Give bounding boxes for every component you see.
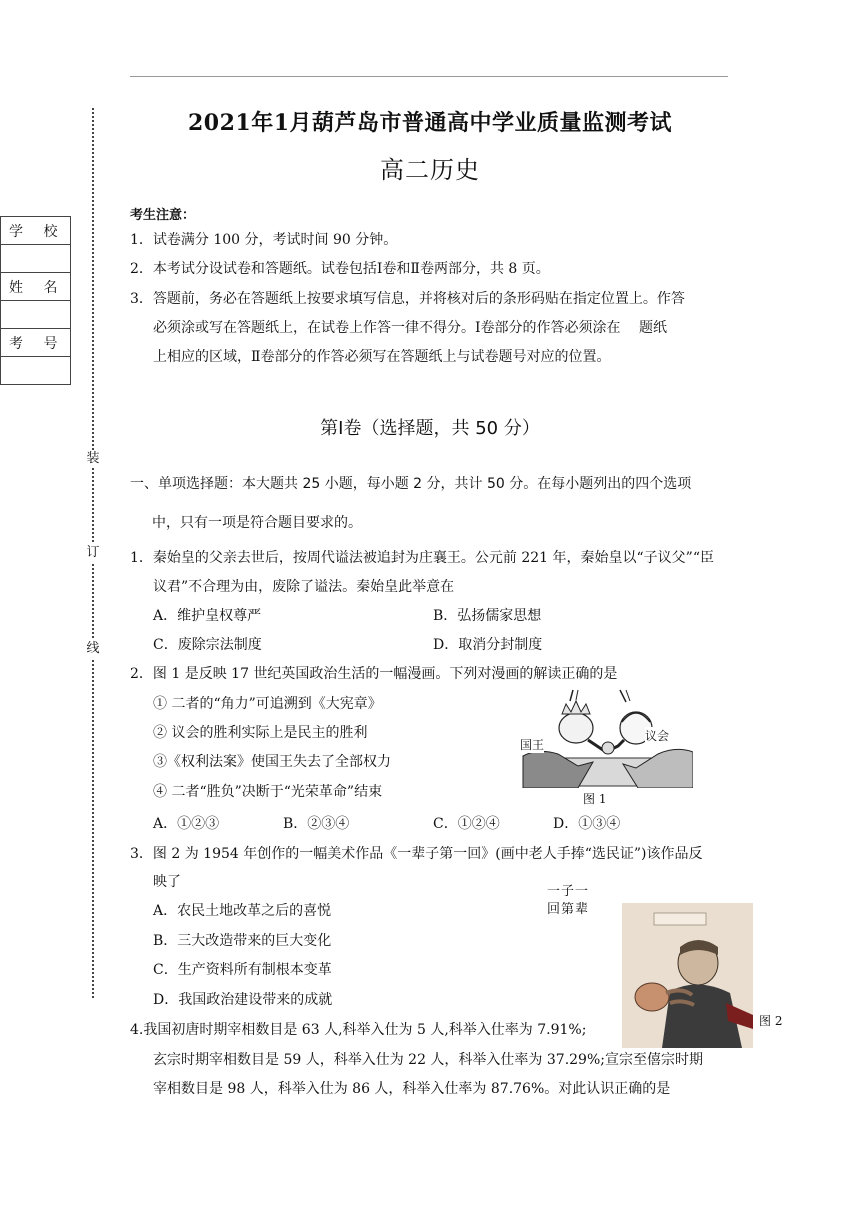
q3-option-b: B．三大改造带来的巨大变化 — [153, 933, 332, 949]
notice-item-3: 3．答题前，务必在答题纸上按要求填写信息，并将核对后的条形码贴在指定位置上。作答 — [130, 291, 685, 307]
part1-title: 第Ⅰ卷（选择题，共 50 分） — [320, 418, 540, 439]
field-label-number: 考 号 — [1, 329, 71, 357]
notice-heading: 考生注意： — [130, 208, 196, 223]
q4-stem-line2: 玄宗时期宰相数目是 59 人，科举入仕为 22 人，科举入仕率为 37.29%;宣宗至僖宗时期 — [153, 1052, 703, 1068]
q2-option-d: D．①③④ — [553, 816, 621, 832]
q1-stem-line2: 议君”不合理为由，废除了谥法。秦始皇此举意在 — [153, 579, 455, 595]
q3-option-a: A．农民土地改革之后的喜悦 — [153, 903, 332, 919]
figure-1-label-parliament: 议会 — [645, 729, 670, 743]
exam-subject: 高二历史 — [380, 156, 480, 184]
q2-statement-3: ③《权利法案》使国王失去了全部权力 — [153, 754, 391, 770]
notice-item-3-cont2: 上相应的区域，Ⅱ卷部分的作答必须写在答题纸上与试卷题号对应的位置。 — [153, 349, 611, 365]
field-label-school: 学 校 — [1, 217, 71, 245]
q2-option-a: A．①②③ — [153, 816, 220, 832]
q4-stem-line1: 4.我国初唐时期宰相数目是 63 人,科举入仕为 5 人,科举入仕率为 7.91%; — [130, 1022, 587, 1038]
q2-stem: 2．图 1 是反映 17 世纪英国政治生活的一幅漫画。下列对漫画的解读正确的是 — [130, 666, 618, 682]
binding-char-xian: 线 — [84, 640, 102, 658]
q3-option-c: C．生产资料所有制根本变革 — [153, 962, 332, 978]
student-info-table — [0, 216, 71, 385]
q3-option-d: D．我国政治建设带来的成就 — [153, 992, 333, 1008]
figure-2-title-line1: 一子一 — [547, 884, 590, 899]
q2-option-b: B．②③④ — [283, 816, 350, 832]
field-input-number[interactable] — [1, 357, 71, 385]
q2-statement-4: ④ 二者“胜负”决断于“光荣革命”结束 — [153, 784, 383, 800]
q3-stem-line1: 3．图 2 为 1954 年创作的一幅美术作品《一辈子第一回》(画中老人手捧“选民证”)该作品反 — [130, 846, 703, 862]
notice-item-1: 1．试卷满分 100 分，考试时间 90 分钟。 — [130, 232, 398, 248]
q2-option-c: C．①②④ — [433, 816, 500, 832]
figure-2-caption: 图 2 — [759, 1014, 783, 1028]
figure-1-label-king: 国王 — [520, 738, 545, 752]
figure-1-caption: 图 1 — [583, 792, 607, 806]
section-instruction-2: 中，只有一项是符合题目要求的。 — [152, 515, 362, 531]
binding-char-ding: 订 — [84, 544, 102, 562]
q1-option-a: A．维护皇权尊严 — [153, 608, 262, 624]
q1-option-b: B．弘扬儒家思想 — [433, 608, 542, 624]
header-rule — [130, 76, 728, 77]
painting-drawing — [622, 903, 753, 1048]
section-instruction-1: 一、单项选择题：本大题共 25 小题，每小题 2 分，共计 50 分。在每小题列出的四个选项 — [130, 476, 692, 492]
figure-2-title — [547, 883, 589, 919]
q1-option-c: C．废除宗法制度 — [153, 637, 262, 653]
figure-2-painting — [622, 903, 753, 1048]
q1-option-d: D．取消分封制度 — [433, 637, 543, 653]
field-input-school[interactable] — [1, 245, 71, 273]
q4-stem-line3: 宰相数目是 98 人，科举入仕为 86 人，科举入仕率为 87.76%。对此认识正确的是 — [153, 1081, 671, 1097]
q2-statement-2: ② 议会的胜利实际上是民主的胜利 — [153, 725, 368, 741]
binding-char-zhuang: 装 — [84, 450, 102, 468]
notice-item-2: 2．本考试分设试卷和答题纸。试卷包括Ⅰ卷和Ⅱ卷两部分，共 8 页。 — [130, 261, 550, 277]
q3-stem-line2: 映了 — [153, 874, 181, 890]
q2-statement-1: ① 二者的“角力”可追溯到《大宪章》 — [153, 696, 382, 712]
field-input-name[interactable] — [1, 301, 71, 329]
figure-2-title-line2: 回第辈 — [547, 902, 590, 917]
exam-title: 2021年1月葫芦岛市普通高中学业质量监测考试 — [187, 110, 673, 136]
field-label-name: 姓 名 — [1, 273, 71, 301]
q1-stem-line1: 1．秦始皇的父亲去世后，按周代谥法被追封为庄襄王。公元前 221 年，秦始皇以“子议父”“臣 — [130, 550, 714, 566]
notice-item-3-cont1: 必须涂或写在答题纸上，在试卷上作答一律不得分。Ⅰ卷部分的作答必须涂在 题纸 — [153, 320, 667, 336]
